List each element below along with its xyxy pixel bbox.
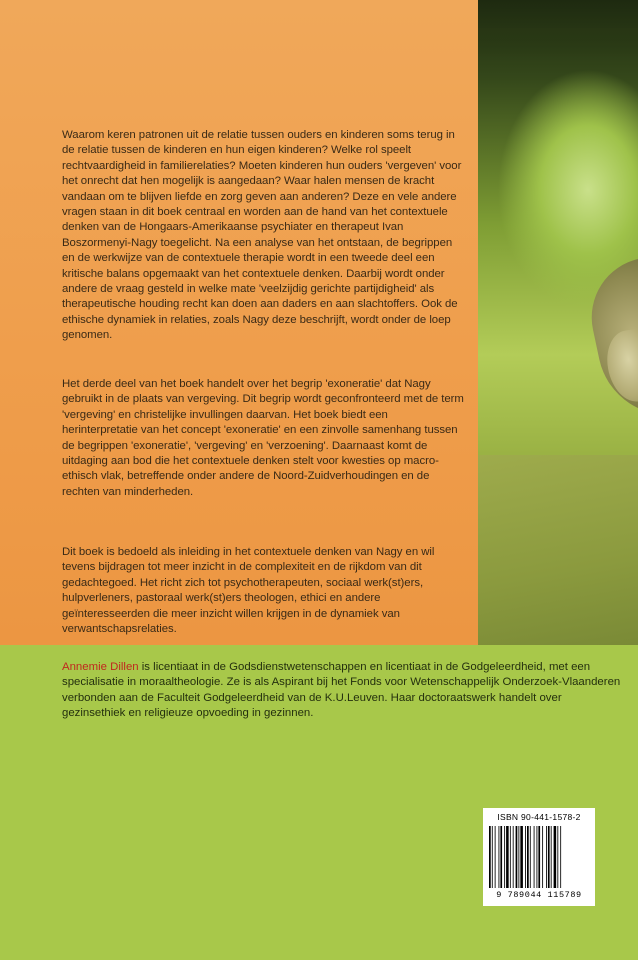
barcode-digits: 9 789044 115789 bbox=[496, 890, 582, 900]
barcode-stripe bbox=[510, 826, 511, 888]
barcode-stripe bbox=[500, 826, 502, 888]
barcode-stripe bbox=[534, 826, 535, 888]
barcode-stripe bbox=[492, 826, 493, 888]
barcode-stripe bbox=[506, 826, 509, 888]
blurb-paragraph-1 bbox=[62, 128, 464, 344]
barcode-stripe bbox=[527, 826, 529, 888]
author-name: Annemie Dillen bbox=[62, 661, 139, 673]
barcode-stripe bbox=[548, 826, 550, 888]
barcode-stripe bbox=[530, 826, 531, 888]
blurb-paragraph-3 bbox=[62, 545, 464, 637]
barcode-stripe bbox=[557, 826, 558, 888]
blurb-paragraph-2 bbox=[62, 377, 464, 500]
barcode-stripe bbox=[520, 826, 523, 888]
barcode-stripe bbox=[518, 826, 519, 888]
barcode-stripe bbox=[525, 826, 526, 888]
blurb-text-2: Het derde deel van het boek handelt over het begrip 'exoneratie' dat Nagy gebruikt in de plaats van vergeving. Dit begrip wordt geconfronteerd met de term 'vergeving' en christelijke invullingen daarvan. Het boek biedt een herinterpretatie van het concept 'exoneratie' en een zinvolle samenhang tussen de begrippen 'exoneratie', 'vergeving' en 'verzoening'. Daarnaast komt de uitdaging aan bod die het contextuele denken stelt voor kwesties op macro-ethisch vlak, betreffende onder andere de Noord-Zuidverhoudingen en de rechten van minderheden. bbox=[62, 378, 464, 498]
blurb-text-3: Dit boek is bedoeld als inleiding in het contextuele denken van Nagy en wil tevens bijdragen tot meer inzicht in de complexiteit en de rijkdom van dit gedachtegoed. Het richt zich tot psychotherapeuten, sociaal werk(st)ers, hulpverleners, pastoraal werk(st)ers theologen, ethici en andere geïnteresseerden die meer inzicht willen krijgen in de dynamiek van verwantschapsrelaties. bbox=[62, 546, 435, 636]
isbn-label: ISBN 90-441-1578-2 bbox=[497, 812, 581, 822]
author-bio-text: is licentiaat in de Godsdienstwetenschappen en licentiaat in de Godgeleerdheid, met een specialisatie in moraaltheologie. Ze is als Aspirant bij het Fonds voor Wetenschappelijk Onderzoek-Vlaanderen verbonden aan de Faculteit Godgeleerdheid van de K.U.Leuven. Haar doctoraatswerk handelt over gezinsethiek en religieuze opvoeding in gezinnen. bbox=[62, 661, 621, 720]
barcode-box bbox=[483, 808, 595, 906]
barcode-stripe bbox=[504, 826, 505, 888]
barcode-stripe bbox=[542, 826, 543, 888]
photo-dark-band bbox=[478, 28, 638, 58]
cover-photo bbox=[478, 0, 638, 645]
barcode-stripe bbox=[489, 826, 491, 888]
barcode-stripe bbox=[499, 826, 500, 888]
author-bio bbox=[62, 660, 622, 722]
barcode-stripe bbox=[560, 826, 561, 888]
blurb-text-1: Waarom keren patronen uit de relatie tussen ouders en kinderen soms terug in de relatie tussen de kinderen en hun eigen kinderen? Welke rol speelt rechtvaardigheid in familierelaties? Moeten kinderen hun ouders 'vergeven' voor het onrecht dat hen mogelijk is aangedaan? Waar halen mensen de kracht vandaan om te blijven liefde en zorg geven aan anderen? Deze en vele andere vragen staan in dit boek centraal en worden aan de hand van het contextuele denken van de Hongaars-Amerikaanse psychiater en therapeut Ivan Boszormenyi-Nagy toegelicht. Na een analyse van het ontstaan, de begrippen en de werkwijze van de contextuele therapie wordt in een tweede deel een kritische balans opgemaakt van het contextuele denken. Daarbij wordt onder andere de vraag gesteld in welke mate 'veelzijdig gerichte partijdigheid' als therapeutische houding recht kan doen aan daders en aan slachtoffers. Ook de ethische dynamiek in relaties, zoals Nagy deze beschrijft, wordt onder de loep genomen. bbox=[62, 129, 462, 342]
barcode-stripe bbox=[537, 826, 538, 888]
barcode-stripe bbox=[554, 826, 557, 888]
photo-surface bbox=[478, 455, 638, 645]
barcode-stripe bbox=[495, 826, 496, 888]
barcode-stripe bbox=[538, 826, 540, 888]
barcode-stripe bbox=[513, 826, 514, 888]
barcode-stripe bbox=[551, 826, 552, 888]
barcode-stripe bbox=[546, 826, 547, 888]
barcode-bars bbox=[489, 826, 589, 888]
barcode-stripe bbox=[516, 826, 518, 888]
